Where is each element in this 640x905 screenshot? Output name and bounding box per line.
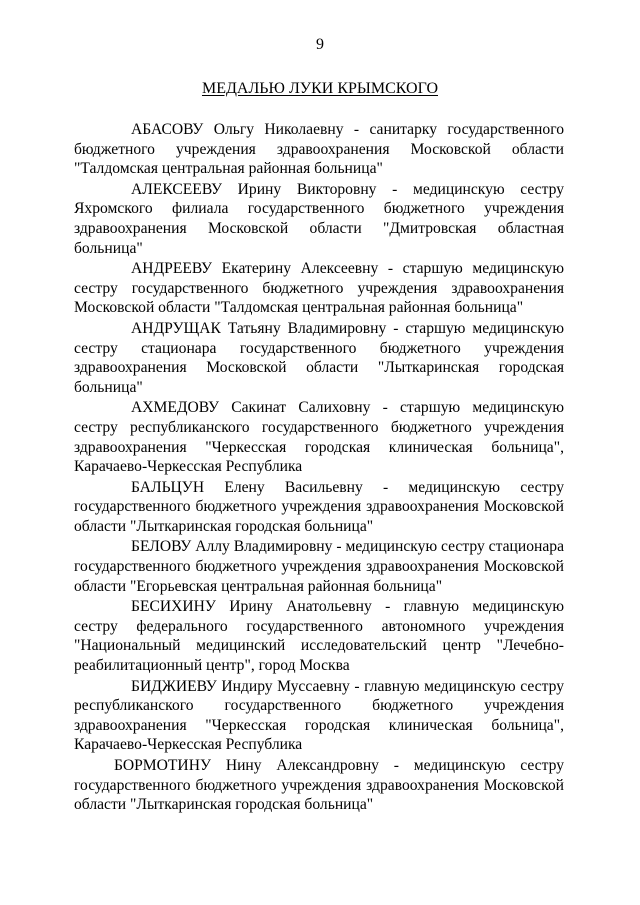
award-entry-7: БЕЛОВУ Аллу Владимировну - медицинскую сестру стационара государственного бюджетного учреждения здравоохранения Московской области "Егорьевская центральная районная больница": [74, 538, 564, 595]
section-heading: [0, 80, 640, 98]
award-entry-4: АНДРУЩАК Татьяну Владимировну - старшую медицинскую сестру стационара государственного бюджетного учреждения здравоохранения Московской области "Лыткаринская городская больница": [74, 319, 564, 396]
award-entry-3: АНДРЕЕВУ Екатерину Алексеевну - старшую медицинскую сестру государственного бюджетного учреждения здравоохранения Московской области "Талдомская центральная районная больница": [74, 260, 564, 317]
award-entry-2: АЛЕКСЕЕВУ Ирину Викторовну - медицинскую сестру Яхромского филиала государственного бюджетного учреждения здравоохранения Московской области "Дмитровская областная больница": [74, 180, 564, 257]
award-list: [74, 120, 564, 816]
section-heading-text: МЕДАЛЬЮ ЛУКИ КРЫМСКОГО: [201, 80, 438, 97]
page-number: 9: [316, 36, 324, 53]
award-entry-9: БИДЖИЕВУ Индиру Муссаевну - главную медицинскую сестру республиканского государственного бюджетного учреждения здравоохранения "Черкесская городская клиническая больница", Карачаево-Черкесская Республика: [74, 677, 564, 754]
award-entry-6: БАЛЬЦУН Елену Васильевну - медицинскую сестру государственного бюджетного учреждения здравоохранения Московской области "Лыткаринская городская больница": [74, 478, 564, 535]
award-entry-8: БЕСИХИНУ Ирину Анатольевну - главную медицинскую сестру федерального государственного автономного учреждения "Национальный медицинский исследовательский центр "Лечебно-реабилитационный центр", город Москва: [74, 598, 564, 675]
award-entry-10: БОРМОТИНУ Нину Александровну - медицинскую сестру государственного бюджетного учреждения здравоохранения Московской области "Лыткаринская городская больница": [74, 757, 564, 814]
award-entry-5: АХМЕДОВУ Сакинат Салиховну - старшую медицинскую сестру республиканского государственного бюджетного учреждения здравоохранения "Черкесская городская клиническая больница", Карачаево-Черкесская Республика: [74, 399, 564, 476]
award-entry-1: АБАСОВУ Ольгу Николаевну - санитарку государственного бюджетного учреждения здравоохранения Московской области "Талдомская центральная районная больница": [74, 121, 564, 178]
